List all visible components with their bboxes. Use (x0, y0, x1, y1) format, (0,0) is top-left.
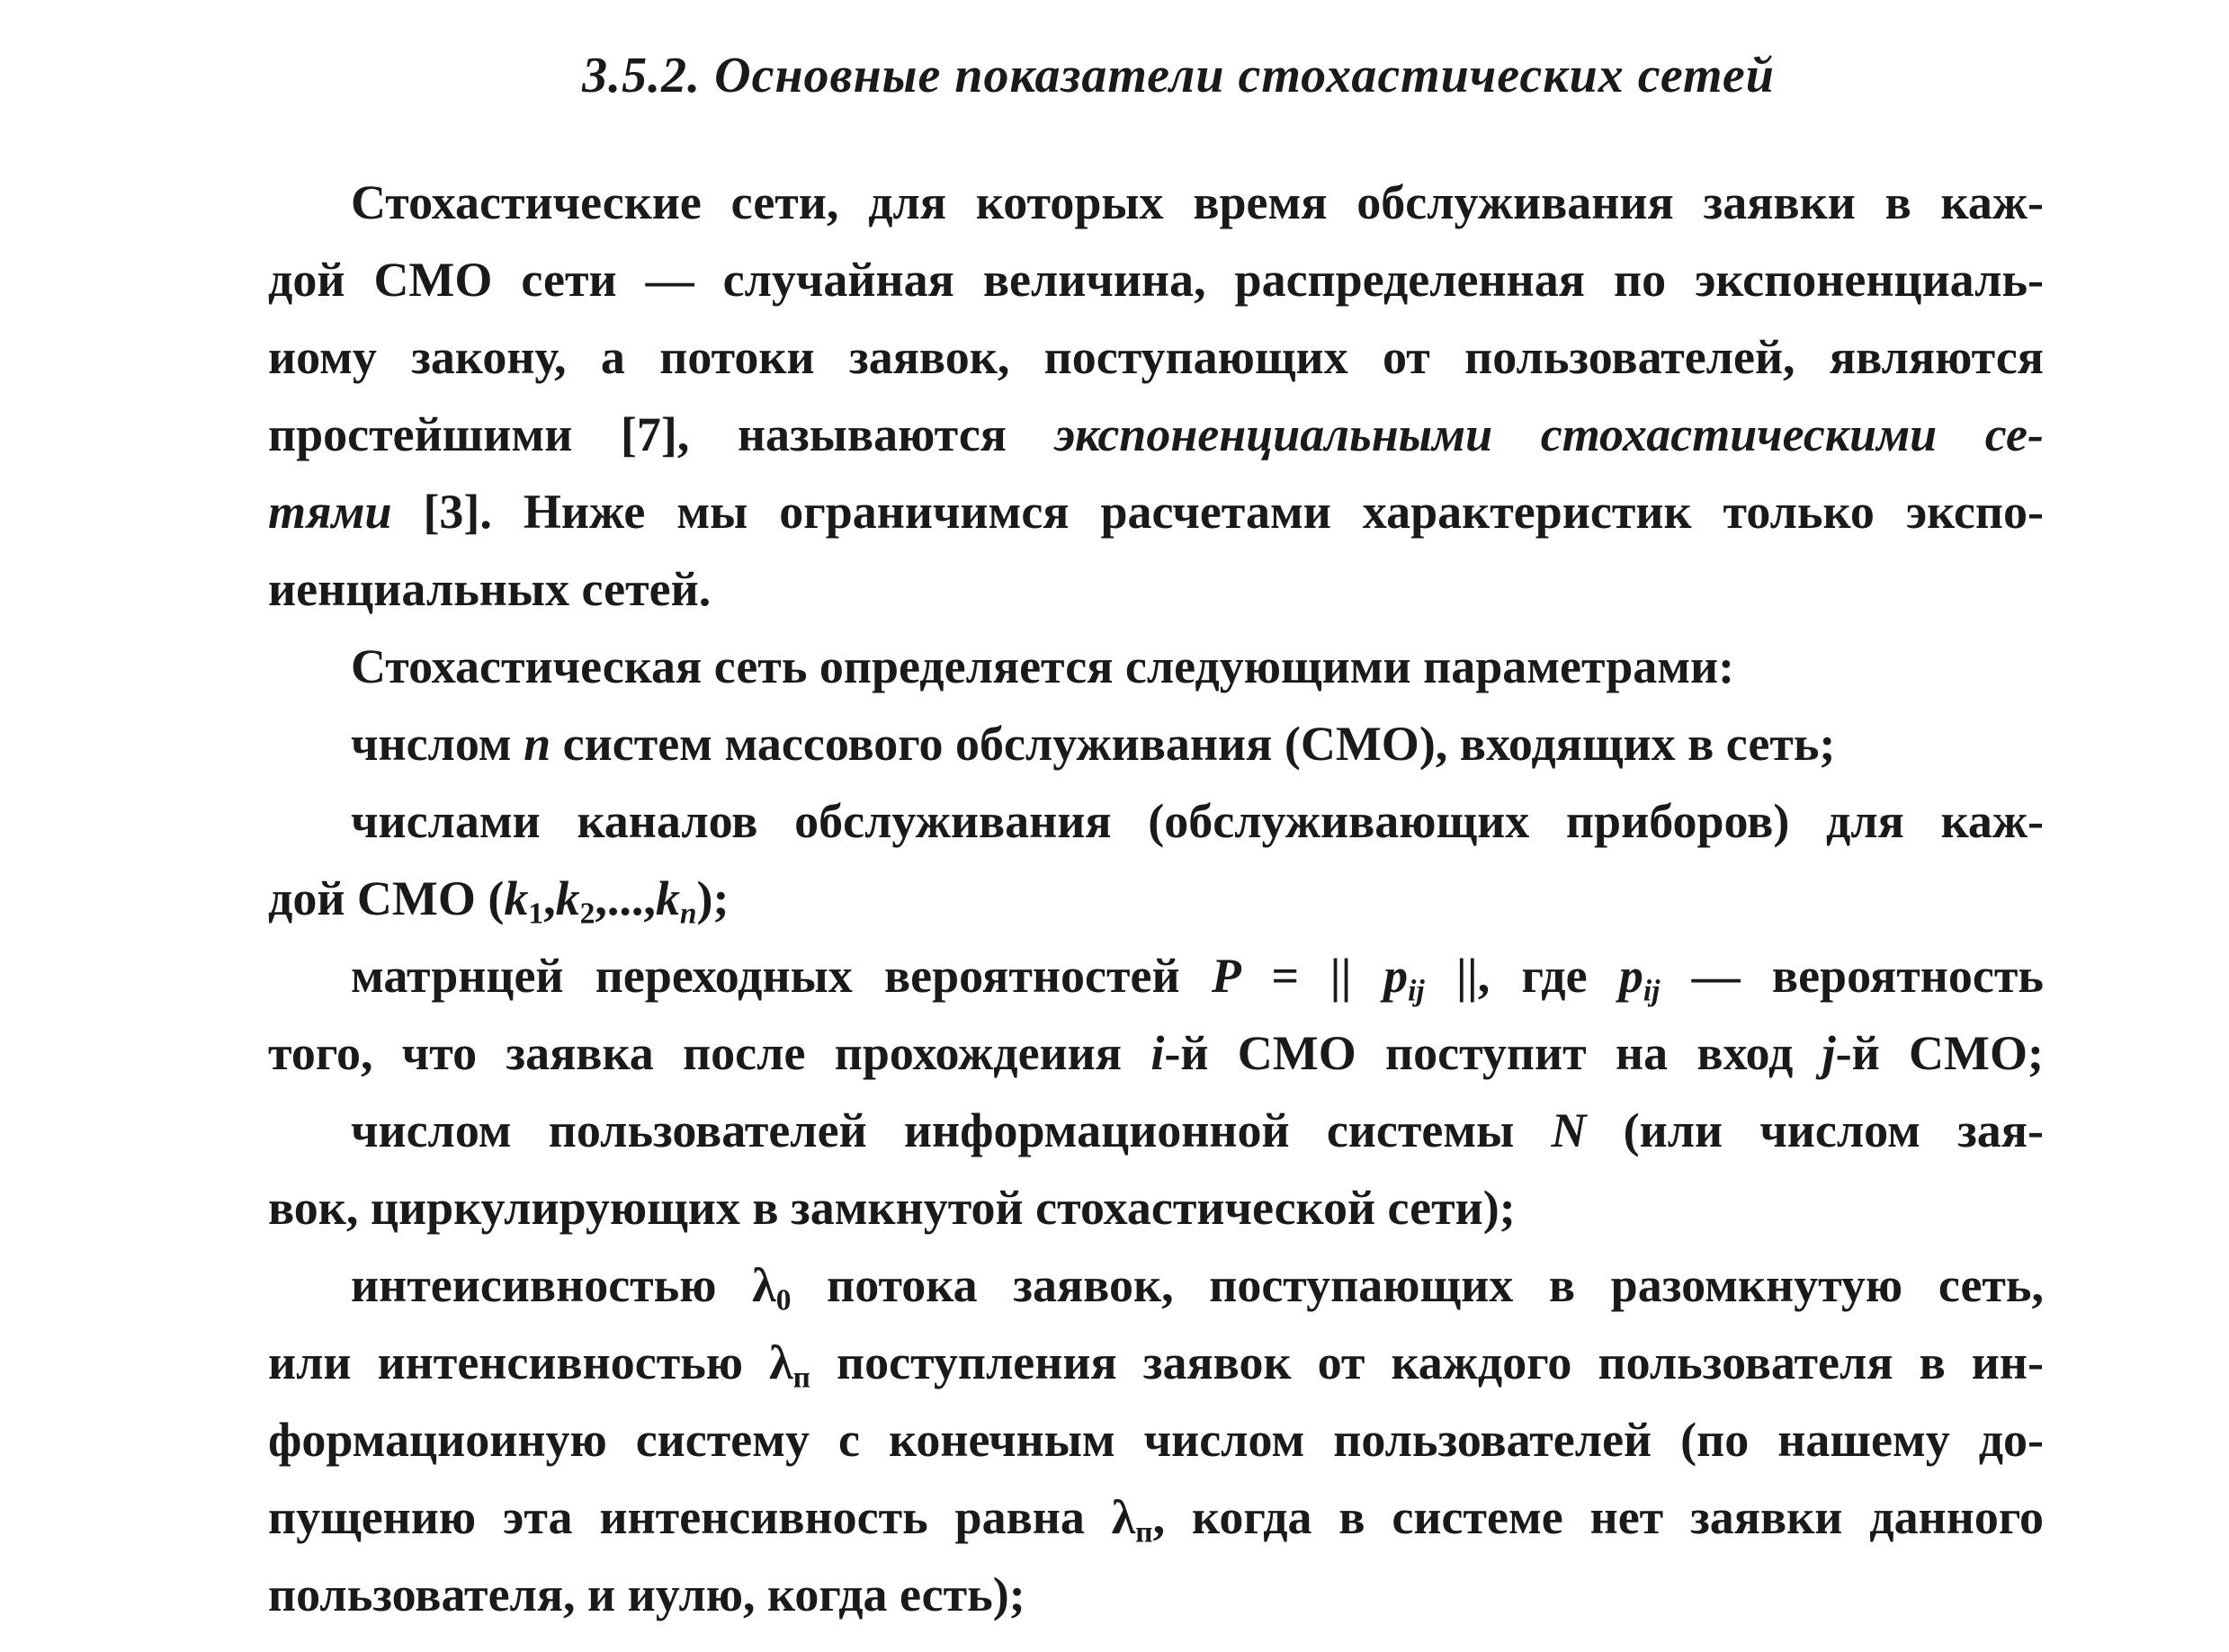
section-title: 3.5.2. Основные показатели стохастических сетей (582, 48, 1775, 103)
text-line-3: иому закону, а потоки заявок, поступающих от пользователей, являются (268, 330, 2044, 384)
text-line-12: того, что заявка после прохождеиия i-й СМО поступит на вход j-й СМО; (268, 1026, 2044, 1080)
math-kn: k (655, 871, 680, 925)
term-exponential-networks: экспоненциальными стохастическими се- (1054, 407, 2045, 461)
text-line-18: пущению эта интенсивность равна $\lambda_п$, когда в системе нет заявки данного (268, 1490, 2044, 1549)
text-line-1: Стохастические сети, для которых время обслуживания заявки в каж- (351, 175, 2044, 229)
text-line-16: или интенсивностью $\lambda_п$ поступления заявок от каждого пользователя в ин- (268, 1335, 2044, 1395)
text-line-10: дой СМО $(k_1,k_2,...,k_n)$; (268, 871, 730, 931)
math-i: i (1150, 1026, 1165, 1080)
text-line-4: простейшими [7], называются экспоненциальными стохастическими се- (268, 407, 2045, 461)
math-n: n (524, 717, 551, 771)
text-line-11: матрнцей переходных вероятностей P = || $p_{ij}$ ||, где $p_{ij}$ — вероятность (351, 949, 2044, 1008)
math-matrix-P: P = || p (1211, 949, 1409, 1003)
text-line-6: иенциальных сетей. (268, 562, 712, 616)
text-line-17: формациоиную систему с конечным числом пользователей (по нашему до- (268, 1413, 2044, 1467)
math-k1: k (504, 871, 529, 925)
math-p: p (1618, 949, 1643, 1003)
math-k2: k (555, 871, 580, 925)
text-line-9: числами каналов обслуживания (обслуживающих приборов) для каж- (351, 794, 2044, 848)
text-line-14: вок, циркулирующих в замкнутой стохастической сети); (268, 1181, 1516, 1235)
text-line-2: дой СМО сети — случайная величина, распределенная по экспоненциаль- (268, 253, 2044, 307)
text-line-13: числом пользователей информационной системы N (или числом зая- (351, 1103, 2044, 1157)
text-line-5: тями [3]. Ниже мы ограничимся расчетами характеристик только экспо- (268, 485, 2044, 539)
math-j: j (1822, 1026, 1836, 1080)
text-line-15: интеисивностью $\lambda_0$ потока заявок, поступающих в разомкнутую сеть, (351, 1258, 2044, 1317)
text-line-19: пользователя, и иулю, когда есть); (268, 1567, 1025, 1621)
text-line-7: Стохастическая сеть определяется следующими параметрами: (351, 639, 1735, 693)
math-N: N (1551, 1103, 1587, 1157)
text-line-8: чнслом n систем массового обслуживания (СМО), входящих в сеть; (351, 717, 1836, 771)
term-exponential-networks-end: тями (268, 485, 392, 539)
